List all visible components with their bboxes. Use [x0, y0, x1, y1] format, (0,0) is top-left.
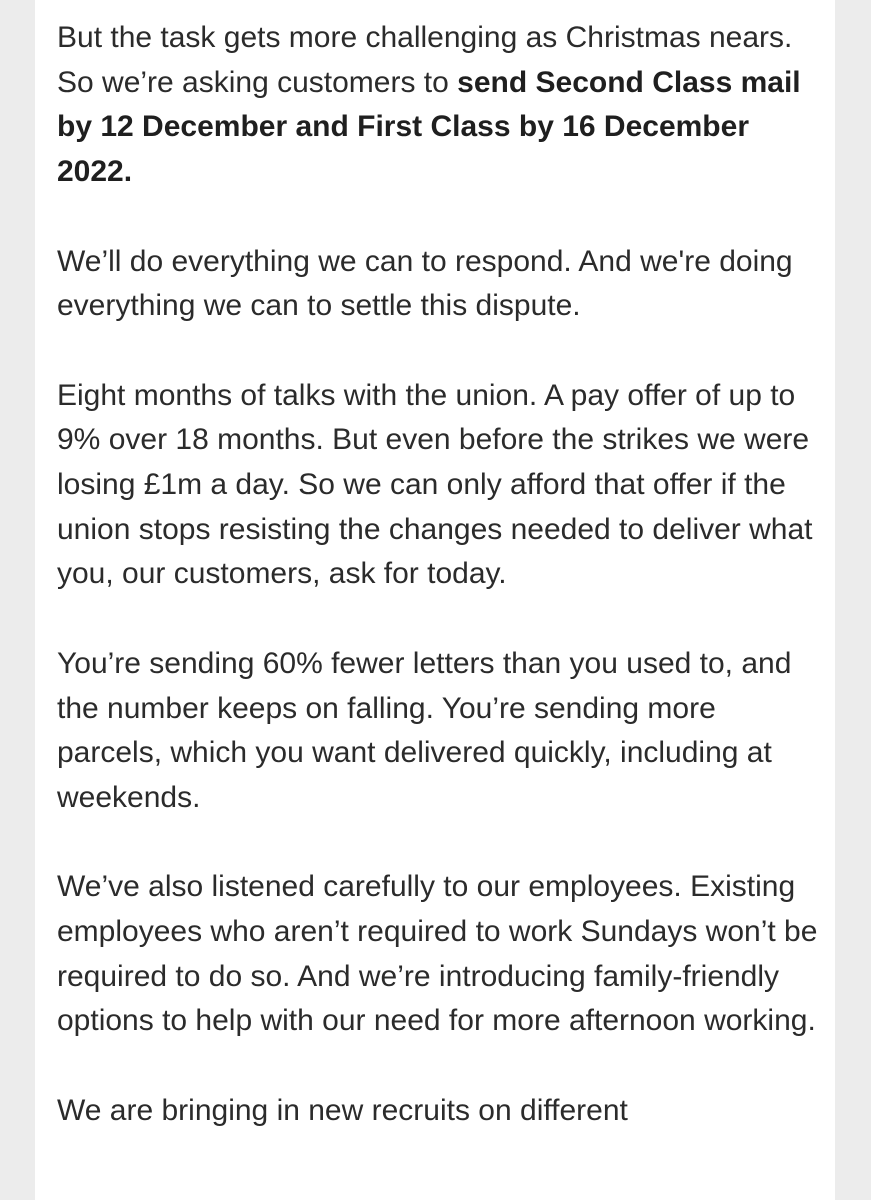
paragraph-new-recruits: We are bringing in new recruits on different [57, 1093, 628, 1127]
paragraph-christmas-text: But the task gets more challenging as Christmas nears. So we’re asking customers to [57, 21, 793, 99]
paragraph-employees: We’ve also listened carefully to our employees. Existing employees who aren’t required to work Sundays won’t be required to do so. And we’re introducing family-friendly options to help with our need for more afternoon working. [57, 870, 818, 1038]
paragraph-christmas-deadlines [57, 16, 822, 195]
paragraph-letters-parcels: You’re sending 60% fewer letters than you used to, and the number keeps on falling. You’re sending more parcels, which you want delivered quickly, including at weekends. [57, 646, 792, 814]
paragraph-union-talks: Eight months of talks with the union. A pay offer of up to 9% over 18 months. But even before the strikes we were losing £1m a day. So we can only afford that offer if the union stops resisting the changes needed to deliver what you, our customers, ask for today. [57, 378, 813, 591]
paragraph-respond: We’ll do everything we can to respond. And we're doing everything we can to settle this dispute. [57, 244, 793, 323]
posting-deadlines-bold: send Second Class mail by 12 December and First Class by 16 December 2022. [57, 65, 801, 189]
email-body [57, 16, 822, 1178]
email-page [35, 0, 835, 1200]
